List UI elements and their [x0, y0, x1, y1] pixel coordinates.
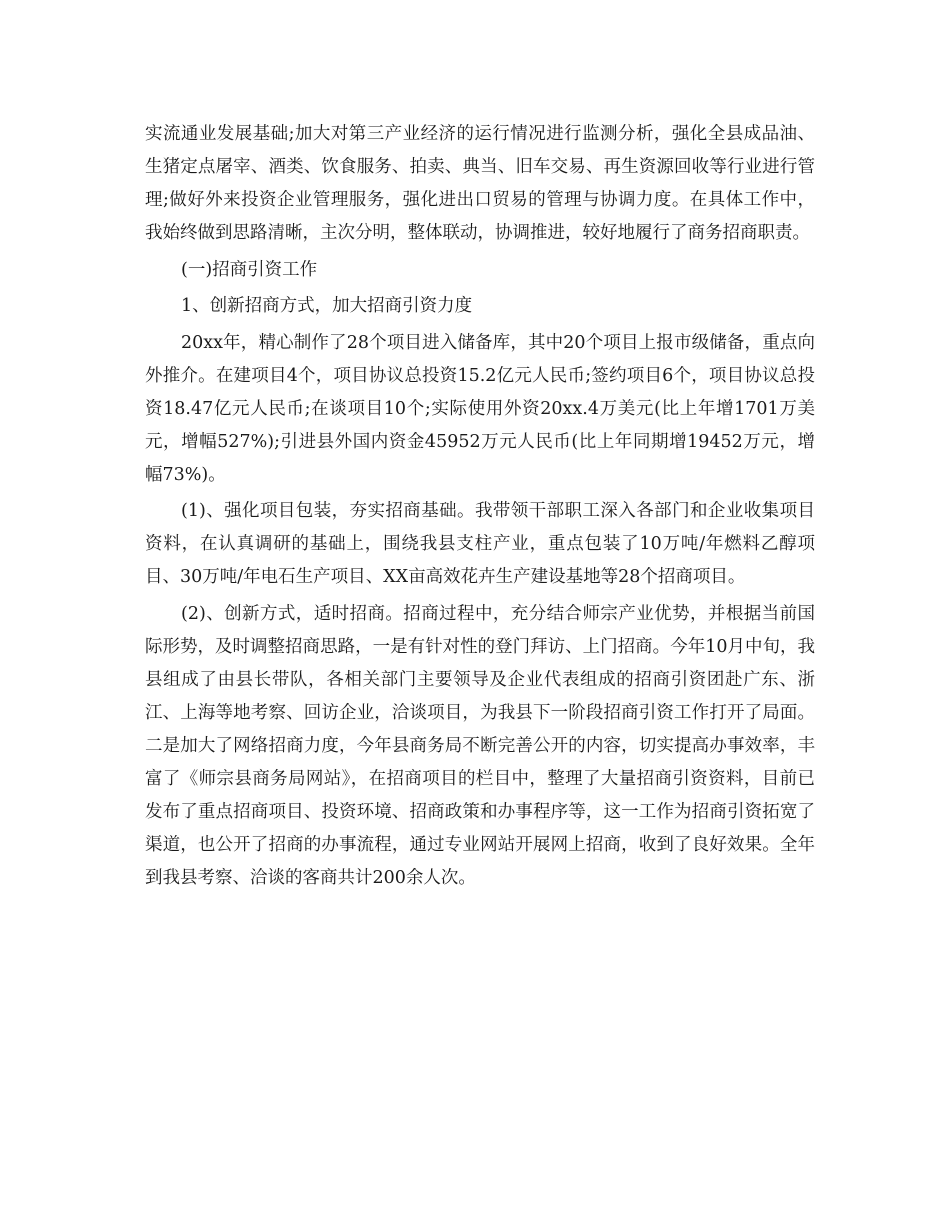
paragraph-innovative-methods: (2)、创新方式，适时招商。招商过程中，充分结合师宗产业优势，并根据当前国际形势，及时调整招商思路，一是有针对性的登门拜访、上门招商。今年10月中旬，我县组成了由县长带队，各相关部门主要领导及企业代表组成的招商引资团赴广东、浙江、上海等地考察、回访企业，洽谈项目，为我县下一阶段招商引资工作打开了局面。二是加大了网络招商力度，今年县商务局不断完善公开的内容，切实提高办事效率，丰富了《师宗县商务局网站》，在招商项目的栏目中，整理了大量招商引资资料，目前已发布了重点招商项目、投资环境、招商政策和办事程序等，这一工作为招商引资拓宽了渠道，也公开了招商的办事流程，通过专业网站开展网上招商，收到了良好效果。全年到我县考察、洽谈的客商共计200余人次。 [145, 603, 815, 888]
paragraph-commerce-duties: 实流通业发展基础;加大对第三产业经济的运行情况进行监测分析，强化全县成品油、生猪定点屠宰、酒类、饮食服务、拍卖、典当、旧车交易、再生资源回收等行业进行管理;做好外来投资企业管理服务，强化进出口贸易的管理与协调力度。在具体工作中，我始终做到思路清晰，主次分明，整体联动，协调推进，较好地履行了商务招商职责。 [145, 124, 815, 243]
paragraph-project-stats: 20xx年，精心制作了28个项目进入储备库，其中20个项目上报市级储备，重点向外推介。在建项目4个，项目协议总投资15.2亿元人民币;签约项目6个，项目协议总投资18.47亿元人民币;在谈项目10个;实际使用外资20xx.4万美元(比上年增1701万美元，增幅527%);引进县外国内资金45952万元人民币(比上年同期增19452万元，增幅73%)。 [145, 332, 815, 485]
section-heading-investment: (一)招商引资工作 [181, 259, 318, 280]
document-body [145, 118, 815, 898]
subsection-heading-innovation: 1、创新招商方式，加大招商引资力度 [181, 296, 473, 316]
paragraph-project-packaging: (1)、强化项目包装，夯实招商基础。我带领干部职工深入各部门和企业收集项目资料，在认真调研的基础上，围绕我县支柱产业，重点包装了10万吨/年燃料乙醇项目、30万吨/年电石生产项目、XX亩高效花卉生产建设基地等28个招商项目。 [145, 501, 815, 587]
